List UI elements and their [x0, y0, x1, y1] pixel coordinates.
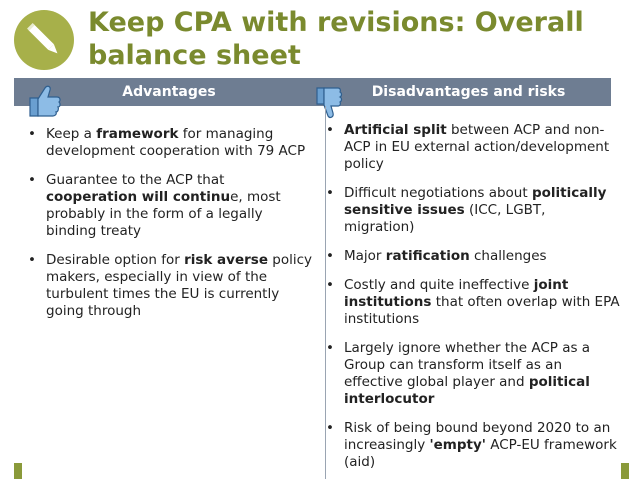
- list-item: • Desirable option for risk averse policy makers, especially in view of the turbulent times the EU is currently going through: [28, 252, 313, 319]
- bullet: •: [326, 122, 334, 138]
- list-item: • Costly and quite ineffective joint institutions that often overlap with EPA institutions: [326, 277, 620, 327]
- bullet: •: [326, 277, 334, 293]
- bullet: •: [326, 248, 334, 264]
- corner-accent-left: [14, 463, 22, 479]
- disadvantages-header: Disadvantages and risks: [371, 84, 566, 100]
- list-item: • Artificial split between ACP and non-ACP in EU external action/development policy: [326, 122, 610, 172]
- list-item: • Risk of being bound beyond 2020 to an increasingly 'empty' ACP-EU framework (aid): [326, 420, 617, 470]
- corner-accent-right: [621, 463, 629, 479]
- thumbs-up-icon: [26, 84, 62, 118]
- bullet: •: [28, 252, 36, 268]
- list-item: • Guarantee to the ACP that cooperation will continue, most probably in the form of a legally binding treaty: [28, 172, 281, 239]
- bullet: •: [326, 340, 334, 356]
- disadvantages-list: [322, 122, 620, 483]
- pencil-logo: [14, 10, 74, 70]
- bullet: •: [28, 172, 36, 188]
- list-item: • Major ratification challenges: [326, 248, 547, 264]
- list-item: • Keep a framework for managing development cooperation with 79 ACP: [28, 126, 306, 159]
- pencil-icon: [14, 10, 74, 70]
- page-title: Keep CPA with revisions: Overall balance sheet: [88, 7, 584, 71]
- list-item: • Largely ignore whether the ACP as a Group can transform itself as an effective global player and political interlocutor: [326, 340, 591, 407]
- advantages-list: [24, 126, 314, 332]
- bullet: •: [28, 126, 36, 142]
- bullet: •: [326, 185, 334, 201]
- advantages-header: Advantages: [122, 84, 216, 100]
- list-item: • Difficult negotiations about politically sensitive issues (ICC, LGBT, migration): [326, 185, 607, 235]
- column-header-bar: [14, 78, 611, 106]
- bullet: •: [326, 420, 334, 436]
- thumbs-down-icon: [314, 86, 344, 120]
